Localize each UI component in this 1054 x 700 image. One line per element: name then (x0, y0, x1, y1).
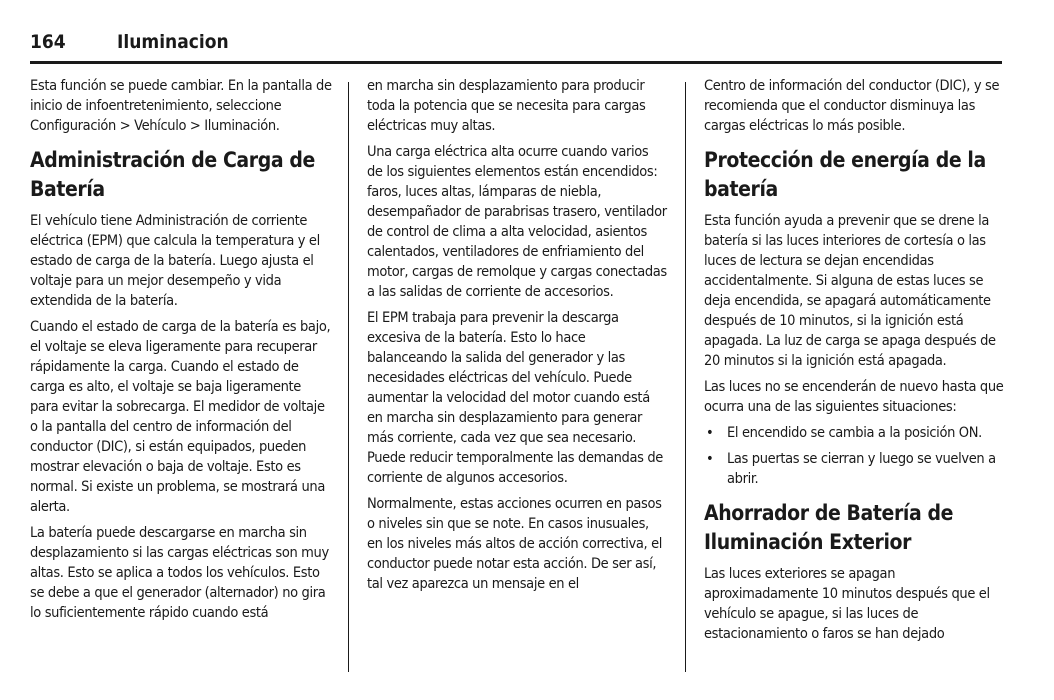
paragraph: El vehículo tiene Administración de corriente eléctrica (EPM) que calcula la temperatura y el estado de carga de la batería. Luego ajusta el voltaje para un mejor desempeño y vida extendida de la batería. (30, 213, 320, 309)
section-heading-battery-protection: Protección de energía de la batería (704, 148, 986, 201)
intro-paragraph: Esta función se puede cambiar. En la pantalla de inicio de infoentretenimiento, seleccione Configuración > Vehículo > Iluminación. (30, 78, 332, 134)
list-item-text: El encendido se cambia a la posición ON. (727, 425, 982, 441)
column-2 (367, 76, 667, 600)
section-title: Iluminacion (117, 31, 229, 53)
column-3 (704, 76, 1004, 650)
bullet-icon: • (706, 451, 714, 467)
paragraph: Las luces no se encenderán de nuevo hasta que ocurra una de las siguientes situaciones: (704, 379, 1004, 415)
paragraph: Esta función ayuda a prevenir que se drene la batería si las luces interiores de cortesía o las luces de lectura se dejan encendidas accidentalmente. Si alguna de estas luces se deja encendida, se apagará automáticamente después de 10 minutos, si la ignición está apagada. La luz de carga se apaga después de 20 minutos si la ignición está apagada. (704, 213, 996, 369)
list-item (704, 449, 1004, 489)
list-item (704, 423, 1004, 443)
section-heading-battery-load: Administración de Carga de Batería (30, 148, 315, 201)
paragraph: en marcha sin desplazamiento para producir toda la potencia que se necesita para cargas eléctricas muy altas. (367, 78, 646, 134)
bullet-icon: • (706, 425, 714, 441)
column-divider-1 (348, 82, 349, 672)
intro-paragraph: Centro de información del conductor (DIC), y se recomienda que el conductor disminuya las cargas eléctricas lo más posible. (704, 78, 1000, 134)
paragraph: Las luces exteriores se apagan aproximadamente 10 minutos después que el vehículo se apague, si las luces de estacionamiento o faros se han dejado (704, 566, 990, 642)
header-divider (30, 61, 1002, 64)
column-1 (30, 76, 332, 629)
paragraph: El EPM trabaja para prevenir la descarga excesiva de la batería. Esto lo hace balanceando la salida del generador y las necesidades eléctricas del vehículo. Puede aumentar la velocidad del motor cuando está en marcha sin desplazamiento para generar más corriente, cada vez que sea necesario. Puede reducir temporalmente las demandas de corriente de algunos accesorios. (367, 310, 663, 486)
paragraph: Normalmente, estas acciones ocurren en pasos o niveles sin que se note. En casos inusuales, en los niveles más altos de acción correctiva, el conductor puede notar esta acción. De ser así, tal vez aparezca un mensaje en el (367, 496, 663, 592)
paragraph: Cuando el estado de carga de la batería es bajo, el voltaje se eleva ligeramente para recuperar rápidamente la carga. Cuando el estado de carga es alto, el voltaje se baja ligeramente para evitar la sobrecarga. El medidor de voltaje o la pantalla del centro de información del conductor (DIC), si están equipados, pueden mostrar elevación o baja de voltaje. Esto es normal. Si existe un problema, se mostrará una alerta. (30, 319, 331, 515)
bullet-list (704, 423, 1004, 489)
page-number: 164 (30, 31, 66, 53)
page-header (30, 31, 1000, 61)
list-item-text: Las puertas se cierran y luego se vuelven a abrir. (727, 451, 996, 487)
section-heading-exterior-saver: Ahorrador de Batería de Iluminación Exterior (704, 501, 954, 554)
paragraph: Una carga eléctrica alta ocurre cuando varios de los siguientes elementos están encendidos: faros, luces altas, lámparas de niebla, desempañador de parabrisas trasero, ventilador de control de clima a alta velocidad, asientos calentados, ventiladores de enfriamiento del motor, cargas de remolque y cargas conectadas a las salidas de corriente de accesorios. (367, 144, 667, 300)
column-divider-2 (685, 82, 686, 672)
paragraph: La batería puede descargarse en marcha sin desplazamiento si las cargas eléctricas son muy altas. Esto se aplica a todos los vehículos. Esto se debe a que el generador (alternador) no gira lo suficientemente rápido cuando está (30, 525, 329, 621)
